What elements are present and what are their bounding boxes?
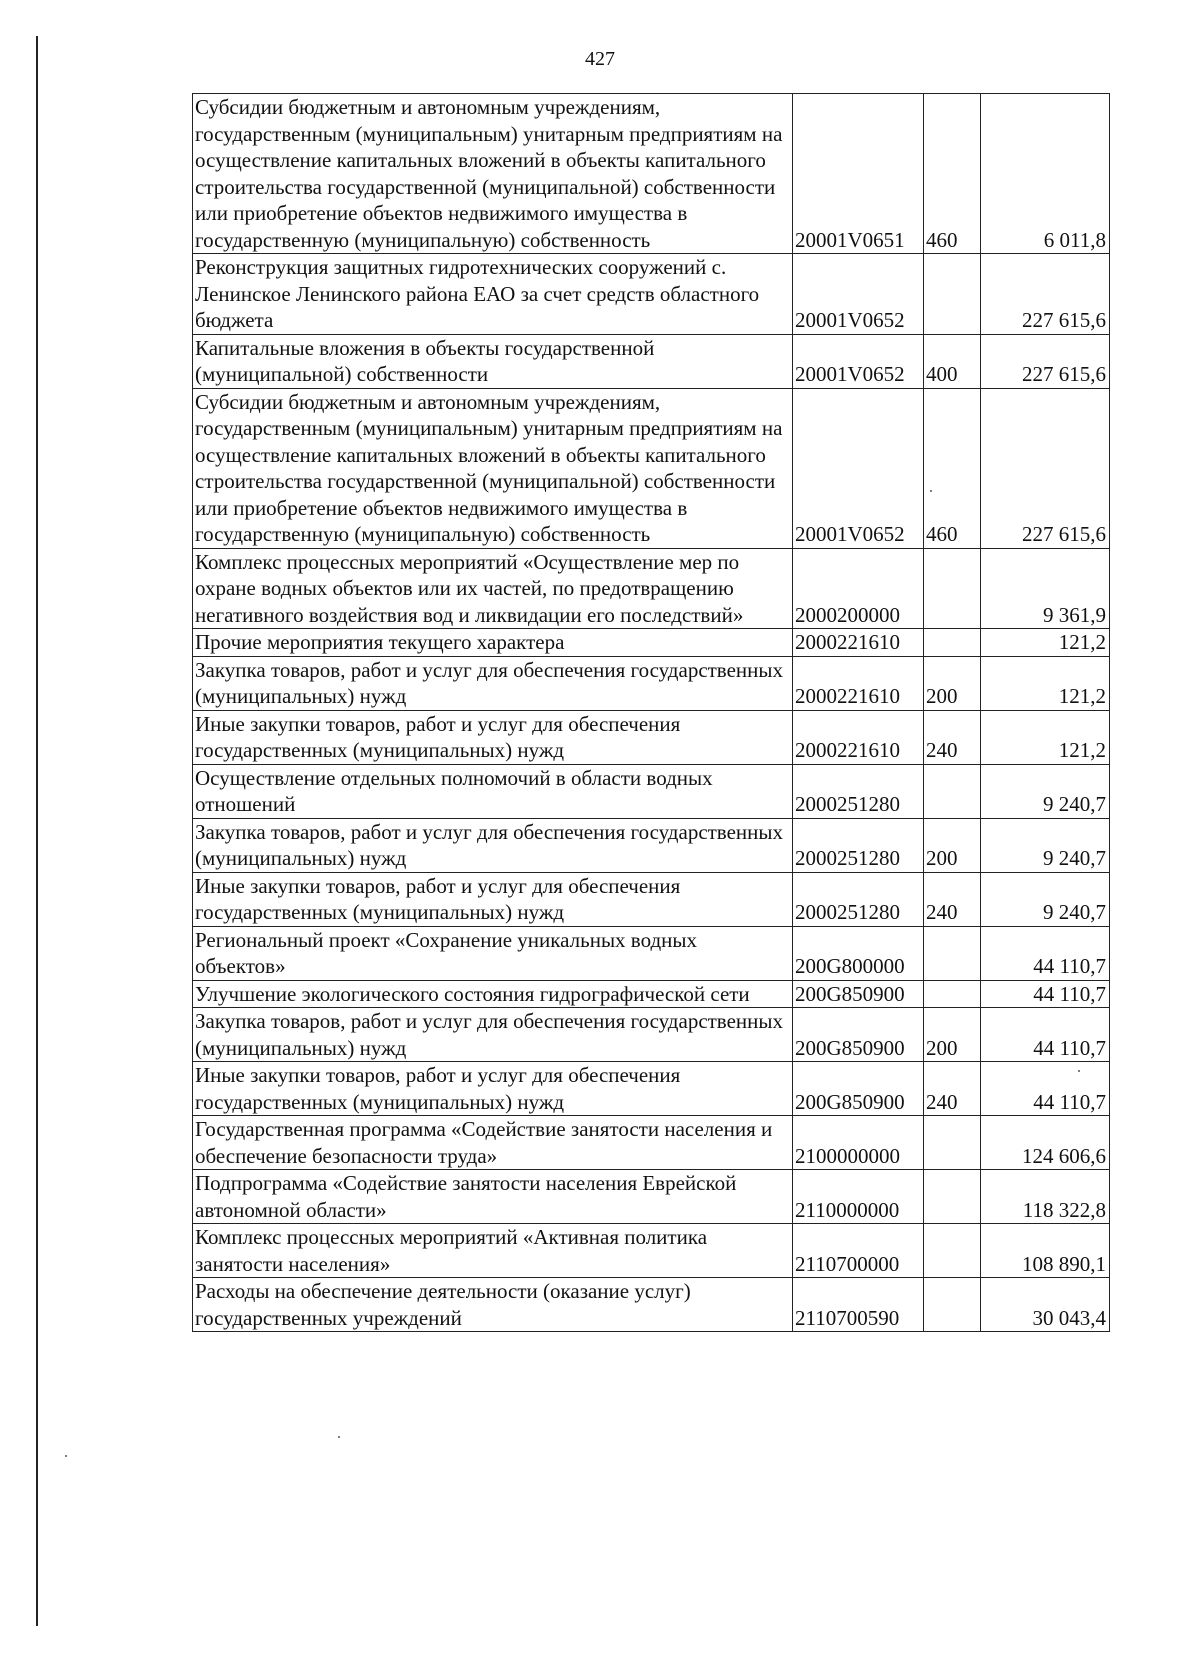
table-row xyxy=(193,872,1110,926)
row-code: 2000221610 xyxy=(793,629,924,657)
row-name: Комплекс процессных мероприятий «Осуществление мер по охране водных объектов или их частей, по предотвращению негативного воздействия вод и ликвидации его последствий» xyxy=(193,548,793,629)
row-type xyxy=(924,548,981,629)
row-code: 20001V0651 xyxy=(793,94,924,254)
table-row xyxy=(193,980,1110,1008)
table-row xyxy=(193,1116,1110,1170)
row-amount: 6 011,8 xyxy=(981,94,1110,254)
row-amount: 9 240,7 xyxy=(981,764,1110,818)
row-type xyxy=(924,1116,981,1170)
table-row xyxy=(193,764,1110,818)
row-code: 2000251280 xyxy=(793,872,924,926)
row-name: Комплекс процессных мероприятий «Активная политика занятости населения» xyxy=(193,1224,793,1278)
table-row xyxy=(193,334,1110,388)
table-row xyxy=(193,710,1110,764)
row-amount: 124 606,6 xyxy=(981,1116,1110,1170)
row-amount: 108 890,1 xyxy=(981,1224,1110,1278)
table-row xyxy=(193,94,1110,254)
row-name: Осуществление отдельных полномочий в области водных отношений xyxy=(193,764,793,818)
row-code: 2000200000 xyxy=(793,548,924,629)
row-name: Подпрограмма «Содействие занятости населения Еврейской автономной области» xyxy=(193,1170,793,1224)
row-type xyxy=(924,1278,981,1332)
row-amount: 118 322,8 xyxy=(981,1170,1110,1224)
row-name: Закупка товаров, работ и услуг для обеспечения государственных (муниципальных) нужд xyxy=(193,656,793,710)
row-amount: 121,2 xyxy=(981,656,1110,710)
row-code: 2000221610 xyxy=(793,656,924,710)
table-row xyxy=(193,1008,1110,1062)
row-amount: 121,2 xyxy=(981,710,1110,764)
row-code: 200G850900 xyxy=(793,980,924,1008)
row-name: Субсидии бюджетным и автономным учреждениям, государственным (муниципальным) унитарным предприятиям на осуществление капитальных вложений в объекты капитального строительства государственной (муниципальной) собственности или приобретение объектов недвижимого имущества в государственную (муниципальную) собственность xyxy=(193,94,793,254)
table-row xyxy=(193,1170,1110,1224)
row-amount: 121,2 xyxy=(981,629,1110,657)
row-code: 2110000000 xyxy=(793,1170,924,1224)
row-amount: 44 110,7 xyxy=(981,926,1110,980)
row-amount: 227 615,6 xyxy=(981,388,1110,548)
table-row xyxy=(193,818,1110,872)
row-name: Иные закупки товаров, работ и услуг для обеспечения государственных (муниципальных) нужд xyxy=(193,872,793,926)
row-code: 200G850900 xyxy=(793,1062,924,1116)
row-name: Реконструкция защитных гидротехнических сооружений с. Ленинское Ленинского района ЕАО за счет средств областного бюджета xyxy=(193,254,793,335)
row-name: Иные закупки товаров, работ и услуг для обеспечения государственных (муниципальных) нужд xyxy=(193,710,793,764)
table-row xyxy=(193,926,1110,980)
row-name: Государственная программа «Содействие занятости населения и обеспечение безопасности труда» xyxy=(193,1116,793,1170)
row-code: 20001V0652 xyxy=(793,334,924,388)
row-code: 2000251280 xyxy=(793,764,924,818)
page-number: 427 xyxy=(585,48,615,70)
table-row xyxy=(193,656,1110,710)
row-type: 240 xyxy=(924,710,981,764)
row-code: 2100000000 xyxy=(793,1116,924,1170)
row-amount: 227 615,6 xyxy=(981,254,1110,335)
row-code: 2110700590 xyxy=(793,1278,924,1332)
row-name: Закупка товаров, работ и услуг для обеспечения государственных (муниципальных) нужд xyxy=(193,818,793,872)
scan-speck xyxy=(65,1455,67,1457)
row-name: Капитальные вложения в объекты государственной (муниципальной) собственности xyxy=(193,334,793,388)
row-amount: 44 110,7 xyxy=(981,1008,1110,1062)
row-type xyxy=(924,1224,981,1278)
row-code: 2110700000 xyxy=(793,1224,924,1278)
row-type: 240 xyxy=(924,1062,981,1116)
row-type xyxy=(924,764,981,818)
row-amount: 44 110,7 xyxy=(981,1062,1110,1116)
row-amount: 227 615,6 xyxy=(981,334,1110,388)
table-row xyxy=(193,1062,1110,1116)
row-code: 200G850900 xyxy=(793,1008,924,1062)
row-amount: 30 043,4 xyxy=(981,1278,1110,1332)
row-type xyxy=(924,629,981,657)
row-amount: 9 240,7 xyxy=(981,872,1110,926)
row-type: 240 xyxy=(924,872,981,926)
row-type: 460 xyxy=(924,388,981,548)
row-name: Региональный проект «Сохранение уникальных водных объектов» xyxy=(193,926,793,980)
scan-speck xyxy=(338,1436,340,1438)
row-code: 20001V0652 xyxy=(793,388,924,548)
table-row xyxy=(193,1224,1110,1278)
row-amount: 9 240,7 xyxy=(981,818,1110,872)
table-row xyxy=(193,1278,1110,1332)
row-name: Субсидии бюджетным и автономным учреждениям, государственным (муниципальным) унитарным предприятиям на осуществление капитальных вложений в объекты капитального строительства государственной (муниципальной) собственности или приобретение объектов недвижимого имущества в государственную (муниципальную) собственность xyxy=(193,388,793,548)
table-row xyxy=(193,254,1110,335)
row-code: 200G800000 xyxy=(793,926,924,980)
row-type: 200 xyxy=(924,1008,981,1062)
row-name: Иные закупки товаров, работ и услуг для обеспечения государственных (муниципальных) нужд xyxy=(193,1062,793,1116)
row-type: 400 xyxy=(924,334,981,388)
table-row xyxy=(193,629,1110,657)
table-row xyxy=(193,548,1110,629)
row-name: Закупка товаров, работ и услуг для обеспечения государственных (муниципальных) нужд xyxy=(193,1008,793,1062)
row-type: 200 xyxy=(924,818,981,872)
row-code: 2000221610 xyxy=(793,710,924,764)
row-type xyxy=(924,1170,981,1224)
row-type xyxy=(924,254,981,335)
budget-table xyxy=(192,93,1110,1332)
row-amount: 9 361,9 xyxy=(981,548,1110,629)
row-type xyxy=(924,980,981,1008)
row-name: Улучшение экологического состояния гидрографической сети xyxy=(193,980,793,1008)
row-code: 2000251280 xyxy=(793,818,924,872)
row-type: 460 xyxy=(924,94,981,254)
row-name: Расходы на обеспечение деятельности (оказание услуг) государственных учреждений xyxy=(193,1278,793,1332)
row-type: 200 xyxy=(924,656,981,710)
row-name: Прочие мероприятия текущего характера xyxy=(193,629,793,657)
table-row xyxy=(193,388,1110,548)
row-amount: 44 110,7 xyxy=(981,980,1110,1008)
scan-edge-line xyxy=(36,36,38,1626)
row-code: 20001V0652 xyxy=(793,254,924,335)
row-type xyxy=(924,926,981,980)
